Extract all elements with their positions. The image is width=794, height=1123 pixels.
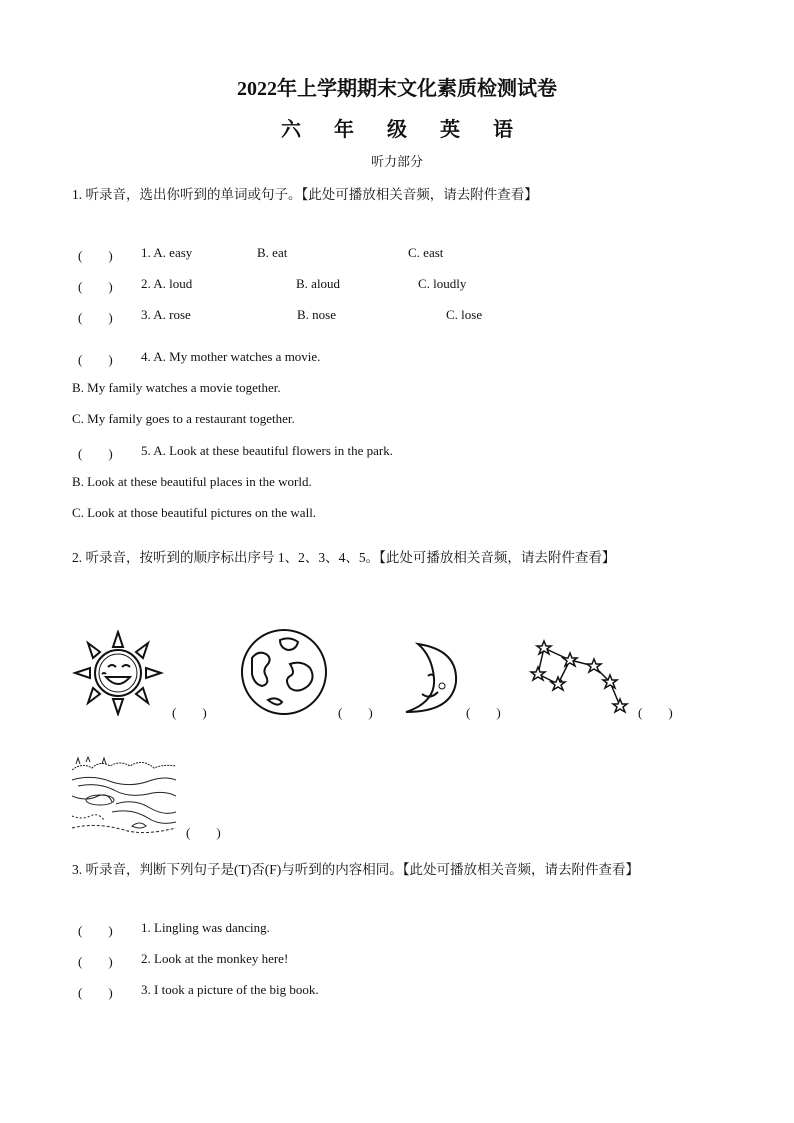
q1-item3-c: C. lose bbox=[446, 307, 483, 322]
q1-item1-a: 1. A. easy bbox=[141, 245, 193, 260]
q1-item3-a: 3. A. rose bbox=[141, 307, 191, 322]
q3-item1: 1. Lingling was dancing. bbox=[141, 920, 270, 935]
q3-item3: 3. I took a picture of the big book. bbox=[141, 982, 319, 997]
q1-item4-c: C. My family goes to a restaurant together. bbox=[72, 411, 295, 426]
q2-heading: 2. 听录音，按听到的顺序标出序号 1、2、3、4、5。【此处可播放相关音频，请去附件查看】 bbox=[72, 550, 616, 565]
moon-picture bbox=[398, 642, 460, 716]
q1-item4-a: 4. A. My mother watches a movie. bbox=[141, 349, 321, 364]
earth-picture bbox=[238, 628, 330, 716]
answer-paren[interactable]: ( ) bbox=[78, 954, 113, 969]
q1-item2-a: 2. A. loud bbox=[141, 276, 193, 291]
answer-paren[interactable]: ( ) bbox=[186, 825, 221, 840]
page-subtitle: 六 年 级 英 语 bbox=[281, 119, 527, 141]
q1-item3-b: B. nose bbox=[297, 307, 336, 322]
section-label: 听力部分 bbox=[370, 154, 423, 169]
constellation-picture bbox=[526, 636, 630, 716]
sun-picture bbox=[72, 630, 164, 716]
q1-item1-c: C. east bbox=[408, 245, 444, 260]
q1-item1-b: B. eat bbox=[257, 245, 288, 260]
q1-item5-c: C. Look at those beautiful pictures on the wall. bbox=[72, 505, 317, 520]
page-title: 2022年上学期期末文化素质检测试卷 bbox=[237, 78, 557, 100]
answer-paren[interactable]: ( ) bbox=[638, 705, 673, 720]
answer-paren[interactable]: ( ) bbox=[78, 352, 113, 367]
answer-paren[interactable]: ( ) bbox=[78, 923, 113, 938]
q1-item4-b: B. My family watches a movie together. bbox=[72, 380, 281, 395]
answer-paren[interactable]: ( ) bbox=[78, 248, 113, 263]
q1-item2-c: C. loudly bbox=[418, 276, 467, 291]
q1-item5-b: B. Look at these beautiful places in the world. bbox=[72, 474, 312, 489]
q3-heading: 3. 听录音，判断下列句子是(T)否(F)与听到的内容相同。【此处可播放相关音频，请去附件查看】 bbox=[72, 862, 639, 877]
answer-paren[interactable]: ( ) bbox=[78, 446, 113, 461]
q1-heading: 1. 听录音，选出你听到的单词或句子。【此处可播放相关音频，请去附件查看】 bbox=[72, 187, 538, 202]
answer-paren[interactable]: ( ) bbox=[466, 705, 501, 720]
answer-paren[interactable]: ( ) bbox=[78, 310, 113, 325]
answer-paren[interactable]: ( ) bbox=[338, 705, 373, 720]
q3-item2: 2. Look at the monkey here! bbox=[141, 951, 289, 966]
landscape-picture bbox=[72, 756, 176, 838]
q1-item2-b: B. aloud bbox=[296, 276, 341, 291]
q1-item5-a: 5. A. Look at these beautiful flowers in the park. bbox=[141, 443, 393, 458]
answer-paren[interactable]: ( ) bbox=[78, 985, 113, 1000]
answer-paren[interactable]: ( ) bbox=[172, 705, 207, 720]
answer-paren[interactable]: ( ) bbox=[78, 279, 113, 294]
